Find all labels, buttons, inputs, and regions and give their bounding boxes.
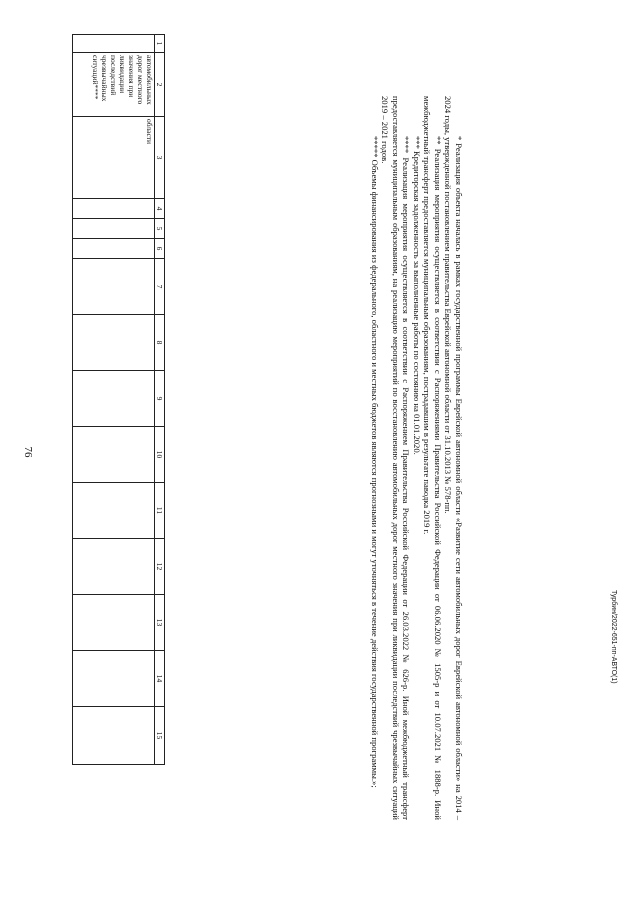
table-cell xyxy=(73,259,155,315)
header-cell: 10 xyxy=(155,427,165,483)
footnote-1: * Реализация объекта началась в рамках государственной программы Еврейской автономной области «Развитие сети автомобильных дорог Еврейской автономной области» на 2014 – 2024 годы, утвержденной постановлением правительства Еврейской автономной области от 31.10.2013 № 578-пп. xyxy=(443,96,464,820)
table-header-row xyxy=(155,35,165,765)
footnote-5: ***** Объемы финансирования из федерального, областного и местных бюджетов являются прогнозными и могут уточняться в течение действия государственной программы.»; xyxy=(370,136,380,788)
table-cell xyxy=(73,539,155,595)
header-cell: 11 xyxy=(155,483,165,539)
header-cell: 6 xyxy=(155,239,165,259)
table-cell: автомобильных дорог местного значения при ликвидации последствий чрезвычайных ситуаций**** xyxy=(73,53,155,117)
table-cell xyxy=(73,595,155,651)
header-cell: 4 xyxy=(155,199,165,219)
header-cell: 12 xyxy=(155,539,165,595)
header-cell: 7 xyxy=(155,259,165,315)
header-cell: 14 xyxy=(155,651,165,707)
table-cell xyxy=(73,239,155,259)
header-cell: 3 xyxy=(155,117,165,199)
table-cell xyxy=(73,707,155,765)
table-cell xyxy=(73,371,155,427)
header-cell: 15 xyxy=(155,707,165,765)
table-cell xyxy=(73,427,155,483)
table-row xyxy=(73,35,155,765)
header-cell: 8 xyxy=(155,315,165,371)
footnote-3: *** Кредиторская задолженность за выполненные работы по состоянию на 01.01.2020. xyxy=(412,136,422,455)
table-cell: области xyxy=(73,117,155,199)
data-table xyxy=(72,34,165,765)
table-cell xyxy=(73,651,155,707)
table-cell xyxy=(73,483,155,539)
header-cell: 5 xyxy=(155,219,165,239)
header-cell: 2 xyxy=(155,53,165,117)
header-cell: 1 xyxy=(155,35,165,53)
header-cell: 9 xyxy=(155,371,165,427)
table-cell xyxy=(73,199,155,219)
footnotes xyxy=(370,96,465,820)
document-code: Турбин/2022-651-пп-АВТО(1) xyxy=(610,590,617,684)
table-cell xyxy=(73,35,155,53)
table-cell xyxy=(73,315,155,371)
table-cell xyxy=(73,219,155,239)
page-number: 76 xyxy=(22,446,34,458)
footnote-4: **** Реализация мероприятия осуществляется в соответствии с Распоряжением Правительства Российской Федерации от 26.03.2022 № 626-р. Иной межбюджетный трансферт предоставляется муниципальным образованиям, на реализацию мероприятий по восстановлению автомобильных дорог местного значения при ликвидации последствий чрезвычайных ситуаций 2019 – 2021 годов. xyxy=(380,96,412,820)
footnote-2: ** Реализация мероприятия осуществляется в соответствии с Распоряжениями Правительства Российской Федерации от 06.06.2020 № 1505-р и от 10.07.2021 № 1888-р. Иной межбюджетный трансферт предоставляется муниципальным образованиям, пострадавшим в результате паводка 2019 г. xyxy=(422,96,443,820)
header-cell: 13 xyxy=(155,595,165,651)
